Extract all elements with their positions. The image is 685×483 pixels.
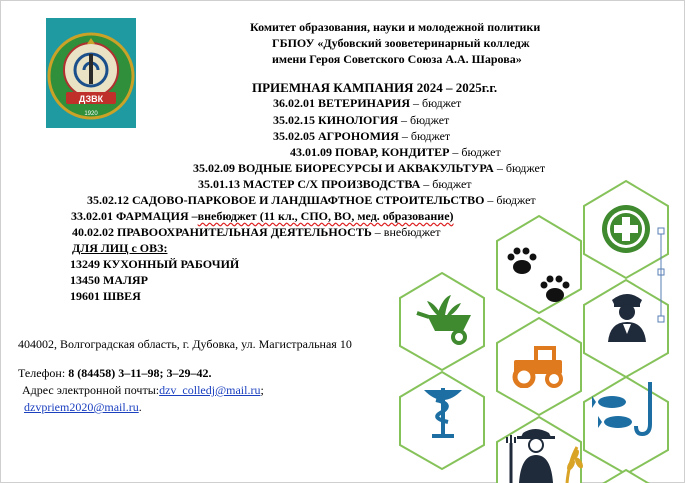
email-line-2: dzvpriem2020@mail.ru. (24, 400, 142, 414)
program-row: 35.02.09 ВОДНЫЕ БИОРЕСУРСЫ И АКВАКУЛЬТУРА – бюджет (193, 161, 546, 175)
program-row: 35.02.15 КИНОЛОГИЯ – бюджет (273, 113, 450, 127)
paw-prints-icon (505, 245, 575, 307)
ovz-item: 19601 ШВЕЯ (70, 289, 141, 303)
pharmacy-bowl-snake-icon (418, 380, 468, 442)
medical-cross-icon (599, 202, 653, 256)
logo-text: ДЗВК (78, 94, 104, 104)
program-row: 35.02.12 САДОВО-ПАРКОВОЕ И ЛАНДШАФТНОЕ СТРОИТЕЛЬСТВО – бюджет (87, 193, 536, 207)
program-row: 40.02.02 ПРАВООХРАНИТЕЛЬНАЯ ДЕЯТЕЛЬНОСТЬ – внебюджет (72, 225, 441, 239)
phone-line: Телефон: 8 (84458) 3–11–98; 3–29–42. (18, 366, 212, 380)
ovz-title: ДЛЯ ЛИЦ с ОВЗ: (72, 241, 168, 255)
address-text: 404002, Волгоградская область, г. Дубовка, ул. Магистральная 10 (18, 337, 352, 351)
header-line-3: имени Героя Советского Союза А.А. Шарова» (272, 52, 522, 66)
ovz-item: 13249 КУХОННЫЙ РАБОЧИЙ (70, 257, 240, 271)
logo-year: 1920 (84, 111, 98, 117)
tractor-icon (510, 344, 568, 388)
email-line: Адрес электронной почты:dzv_colledj@mail.ru; (22, 383, 264, 397)
email-link-1[interactable]: dzv_colledj@mail.ru (159, 383, 261, 397)
campaign-title: ПРИЕМНАЯ КАМПАНИЯ 2024 – 2025г.г. (252, 80, 498, 95)
header-line-1: Комитет образования, науки и молодежной политики (250, 20, 541, 34)
program-row: 36.02.01 ВЕТЕРИНАРИЯ – бюджет (273, 96, 462, 110)
email-link-2[interactable]: dzvpriem2020@mail.ru (24, 400, 139, 414)
farmer-wheat-icon (505, 425, 585, 483)
fishing-hook-fish-icon (592, 380, 662, 440)
police-officer-icon (606, 288, 648, 342)
wheelbarrow-plant-icon (415, 293, 475, 345)
program-row: 33.02.01 ФАРМАЦИЯ –внебюджет (11 кл., СПО, ВО, мед. образование) (71, 209, 454, 223)
program-row: 43.01.09 ПОВАР, КОНДИТЕР – бюджет (290, 145, 501, 159)
program-row: 35.02.05 АГРОНОМИЯ – бюджет (273, 129, 451, 143)
ovz-item: 13450 МАЛЯР (70, 273, 148, 287)
header-line-2: ГБПОУ «Дубовский зооветеринарный колледж (272, 36, 530, 50)
program-row: 35.01.13 МАСТЕР С/Х ПРОИЗВОДСТВА – бюджет (198, 177, 472, 191)
